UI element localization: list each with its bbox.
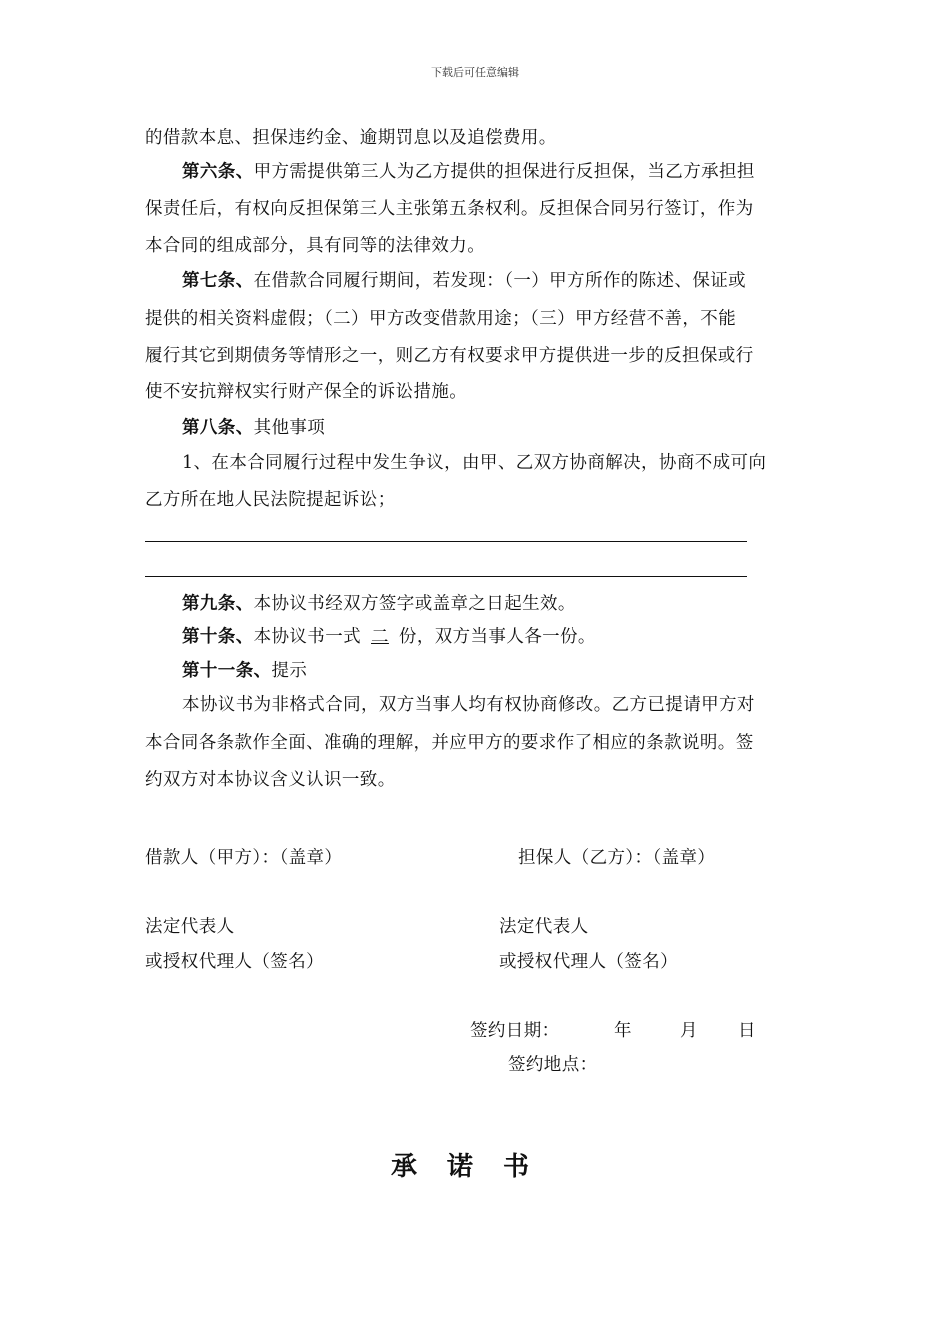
article-6-line-2: 保责任后，有权向反担保第三人主张第五条权利。反担保合同另行签订，作为 [145,199,754,219]
blank-fill-line [145,541,747,542]
sign-place-label: 签约地点： [508,1055,598,1075]
article-9-line [182,592,576,616]
article-6-line-1 [182,160,755,184]
article-7-line-4: 使不安抗辩权实行财产保全的诉讼措施。 [145,382,468,402]
legal-rep-left: 法定代表人 [145,917,235,937]
article-11-text-line-3: 约双方对本协议含义认识一致。 [145,770,396,790]
article-11-title: 提示 [271,661,308,681]
article-9-text: 本协议书经双方签字或盖章之日起生效。 [253,594,576,614]
article-11-heading: 第十一条、 [182,661,272,681]
legal-rep-right: 法定代表人 [499,917,589,937]
agent-right: 或授权代理人（签名） [499,952,678,972]
blank-fill-line [145,576,747,577]
sign-date-label: 签约日期： [470,1021,560,1041]
article-6-text: 甲方需提供第三人为乙方提供的担保进行反担保，当乙方承担担 [253,162,755,182]
article-9-heading: 第九条、 [182,594,254,614]
article-7-heading: 第七条、 [182,271,254,291]
guarantor-signature-label: 担保人（乙方）：（盖章） [518,848,716,868]
page-header: 下载后可任意编辑 [431,66,519,79]
sign-date-day: 日 [738,1021,756,1041]
sign-date-month: 月 [680,1021,698,1041]
article-11-line [182,659,307,683]
article-7-line-2: 提供的相关资料虚假；（二）甲方改变借款用途；（三）甲方经营不善，不能 [145,309,737,329]
article-7-text: 在借款合同履行期间，若发现：（一）甲方所作的陈述、保证或 [253,271,747,291]
document-title: 承诺书 [390,1152,559,1182]
sign-date-year: 年 [614,1021,632,1041]
agent-left: 或授权代理人（签名） [145,952,324,972]
article-10-heading: 第十条、 [182,627,254,647]
paragraph-line: 的借款本息、担保违约金、逾期罚息以及追偿费用。 [145,128,557,148]
article-10-pre: 本协议书一式 [253,627,362,647]
article-10-post: 份，双方当事人各一份。 [398,627,596,647]
article-11-text-line-1: 本协议书为非格式合同，双方当事人均有权协商修改。乙方已提请甲方对 [182,695,755,715]
copy-count: 二 [371,627,389,647]
article-6-heading: 第六条、 [182,162,254,182]
borrower-signature-label: 借款人（甲方）：（盖章） [145,848,343,868]
article-10-line [182,625,596,649]
article-6-line-3: 本合同的组成部分，具有同等的法律效力。 [145,236,486,256]
article-11-text-line-2: 本合同各条款作全面、准确的理解，并应甲方的要求作了相应的条款说明。签 [145,733,754,753]
article-8-item-1-line-2: 乙方所在地人民法院提起诉讼； [145,490,396,510]
article-7-line-3: 履行其它到期债务等情形之一，则乙方有权要求甲方提供进一步的反担保或行 [145,346,754,366]
article-8-heading: 第八条、 [182,418,254,438]
article-8-title: 其他事项 [253,418,326,438]
article-7-line-1 [182,269,746,293]
article-8-item-1-line-1: 1、在本合同履行过程中发生争议，由甲、乙双方协商解决，协商不成可向 [182,453,767,473]
article-8-line [182,416,325,440]
